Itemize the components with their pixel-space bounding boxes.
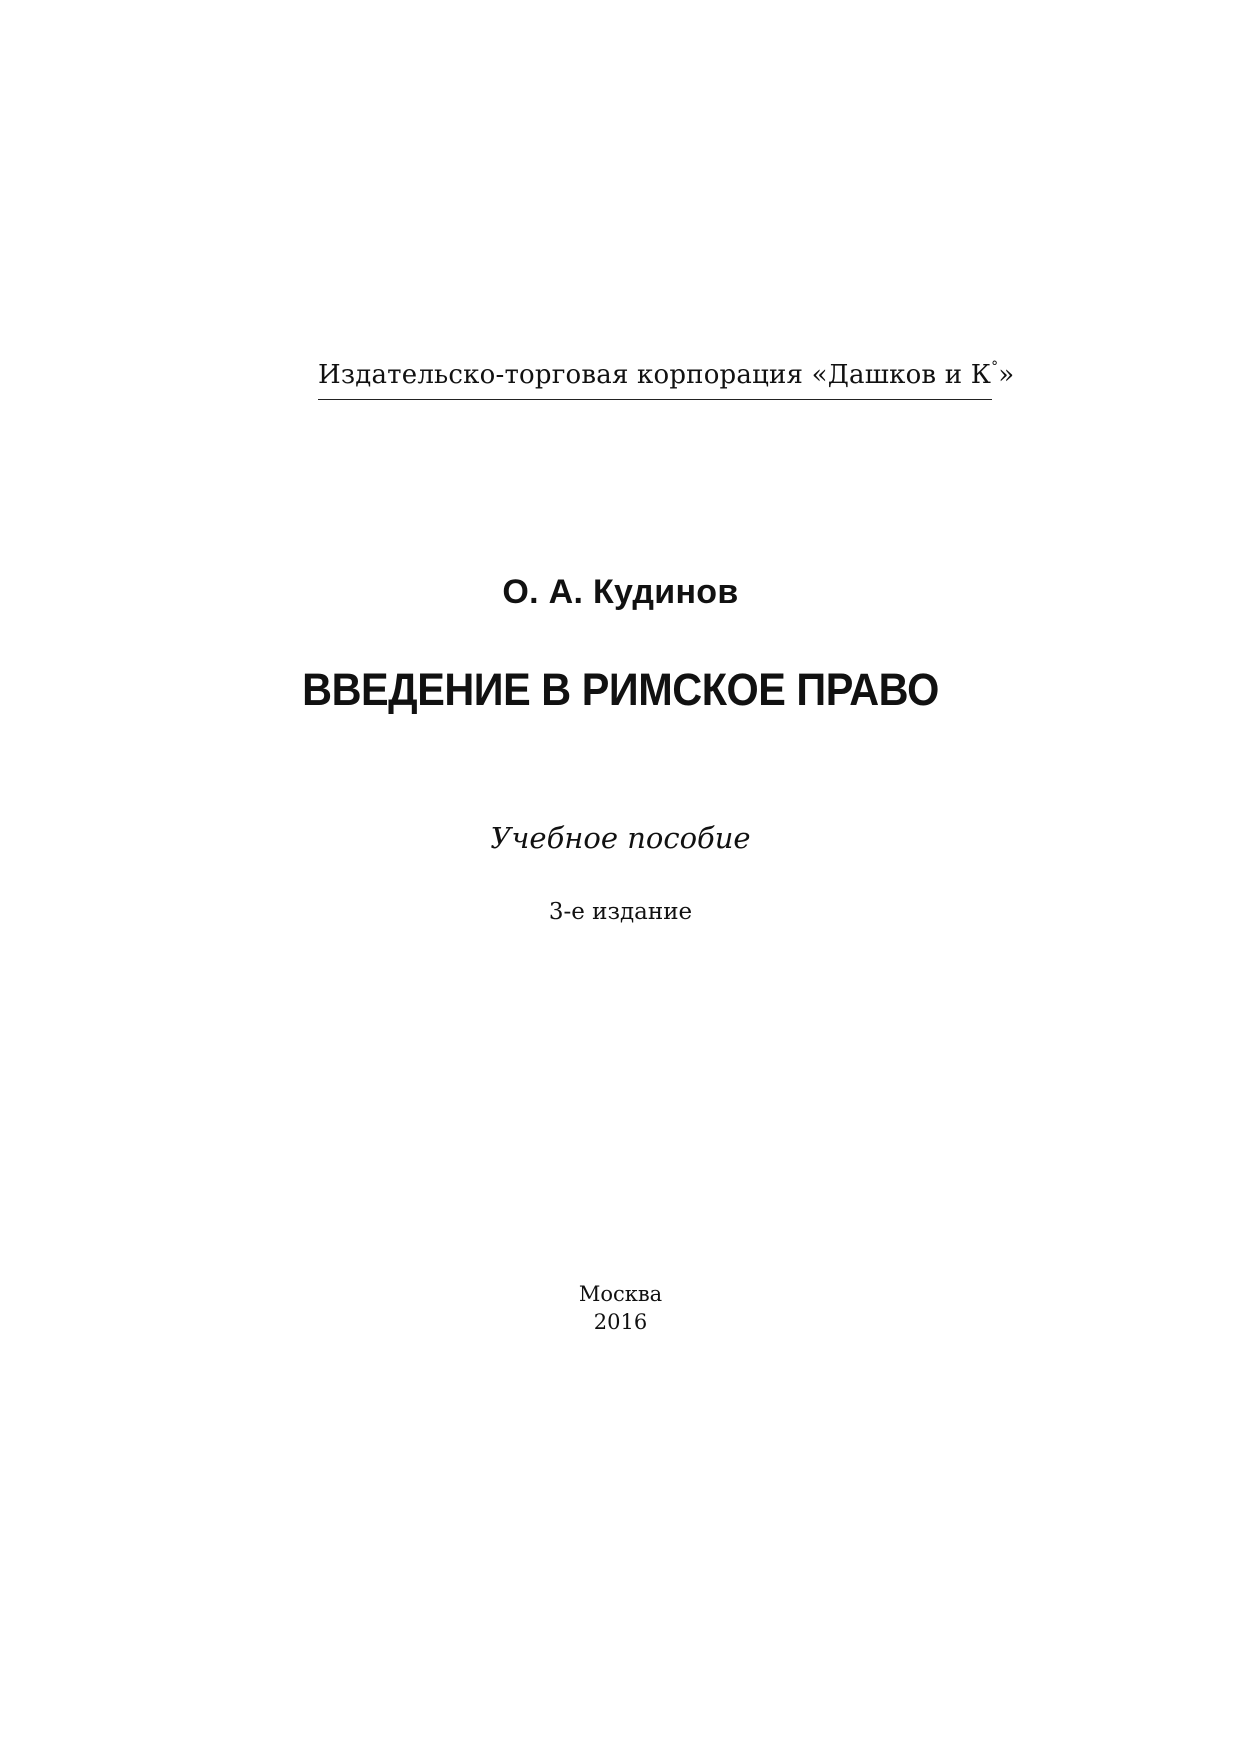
publisher-superscript: ° [991,359,999,375]
book-genre: Учебное пособие [490,821,751,855]
publisher-name: Издательско-торговая корпорация «Дашков и К [318,360,992,390]
book-title: ВВЕДЕНИЕ В РИМСКОЕ ПРАВО [302,664,939,715]
edition-label: 3-е издание [548,899,693,925]
publisher-closing-quote: » [998,360,1015,390]
imprint-year: 2016 [593,1310,648,1334]
publisher-line [318,355,1015,400]
author-name: О. А. Кудинов [502,573,739,611]
imprint-city: Москва [578,1282,663,1306]
